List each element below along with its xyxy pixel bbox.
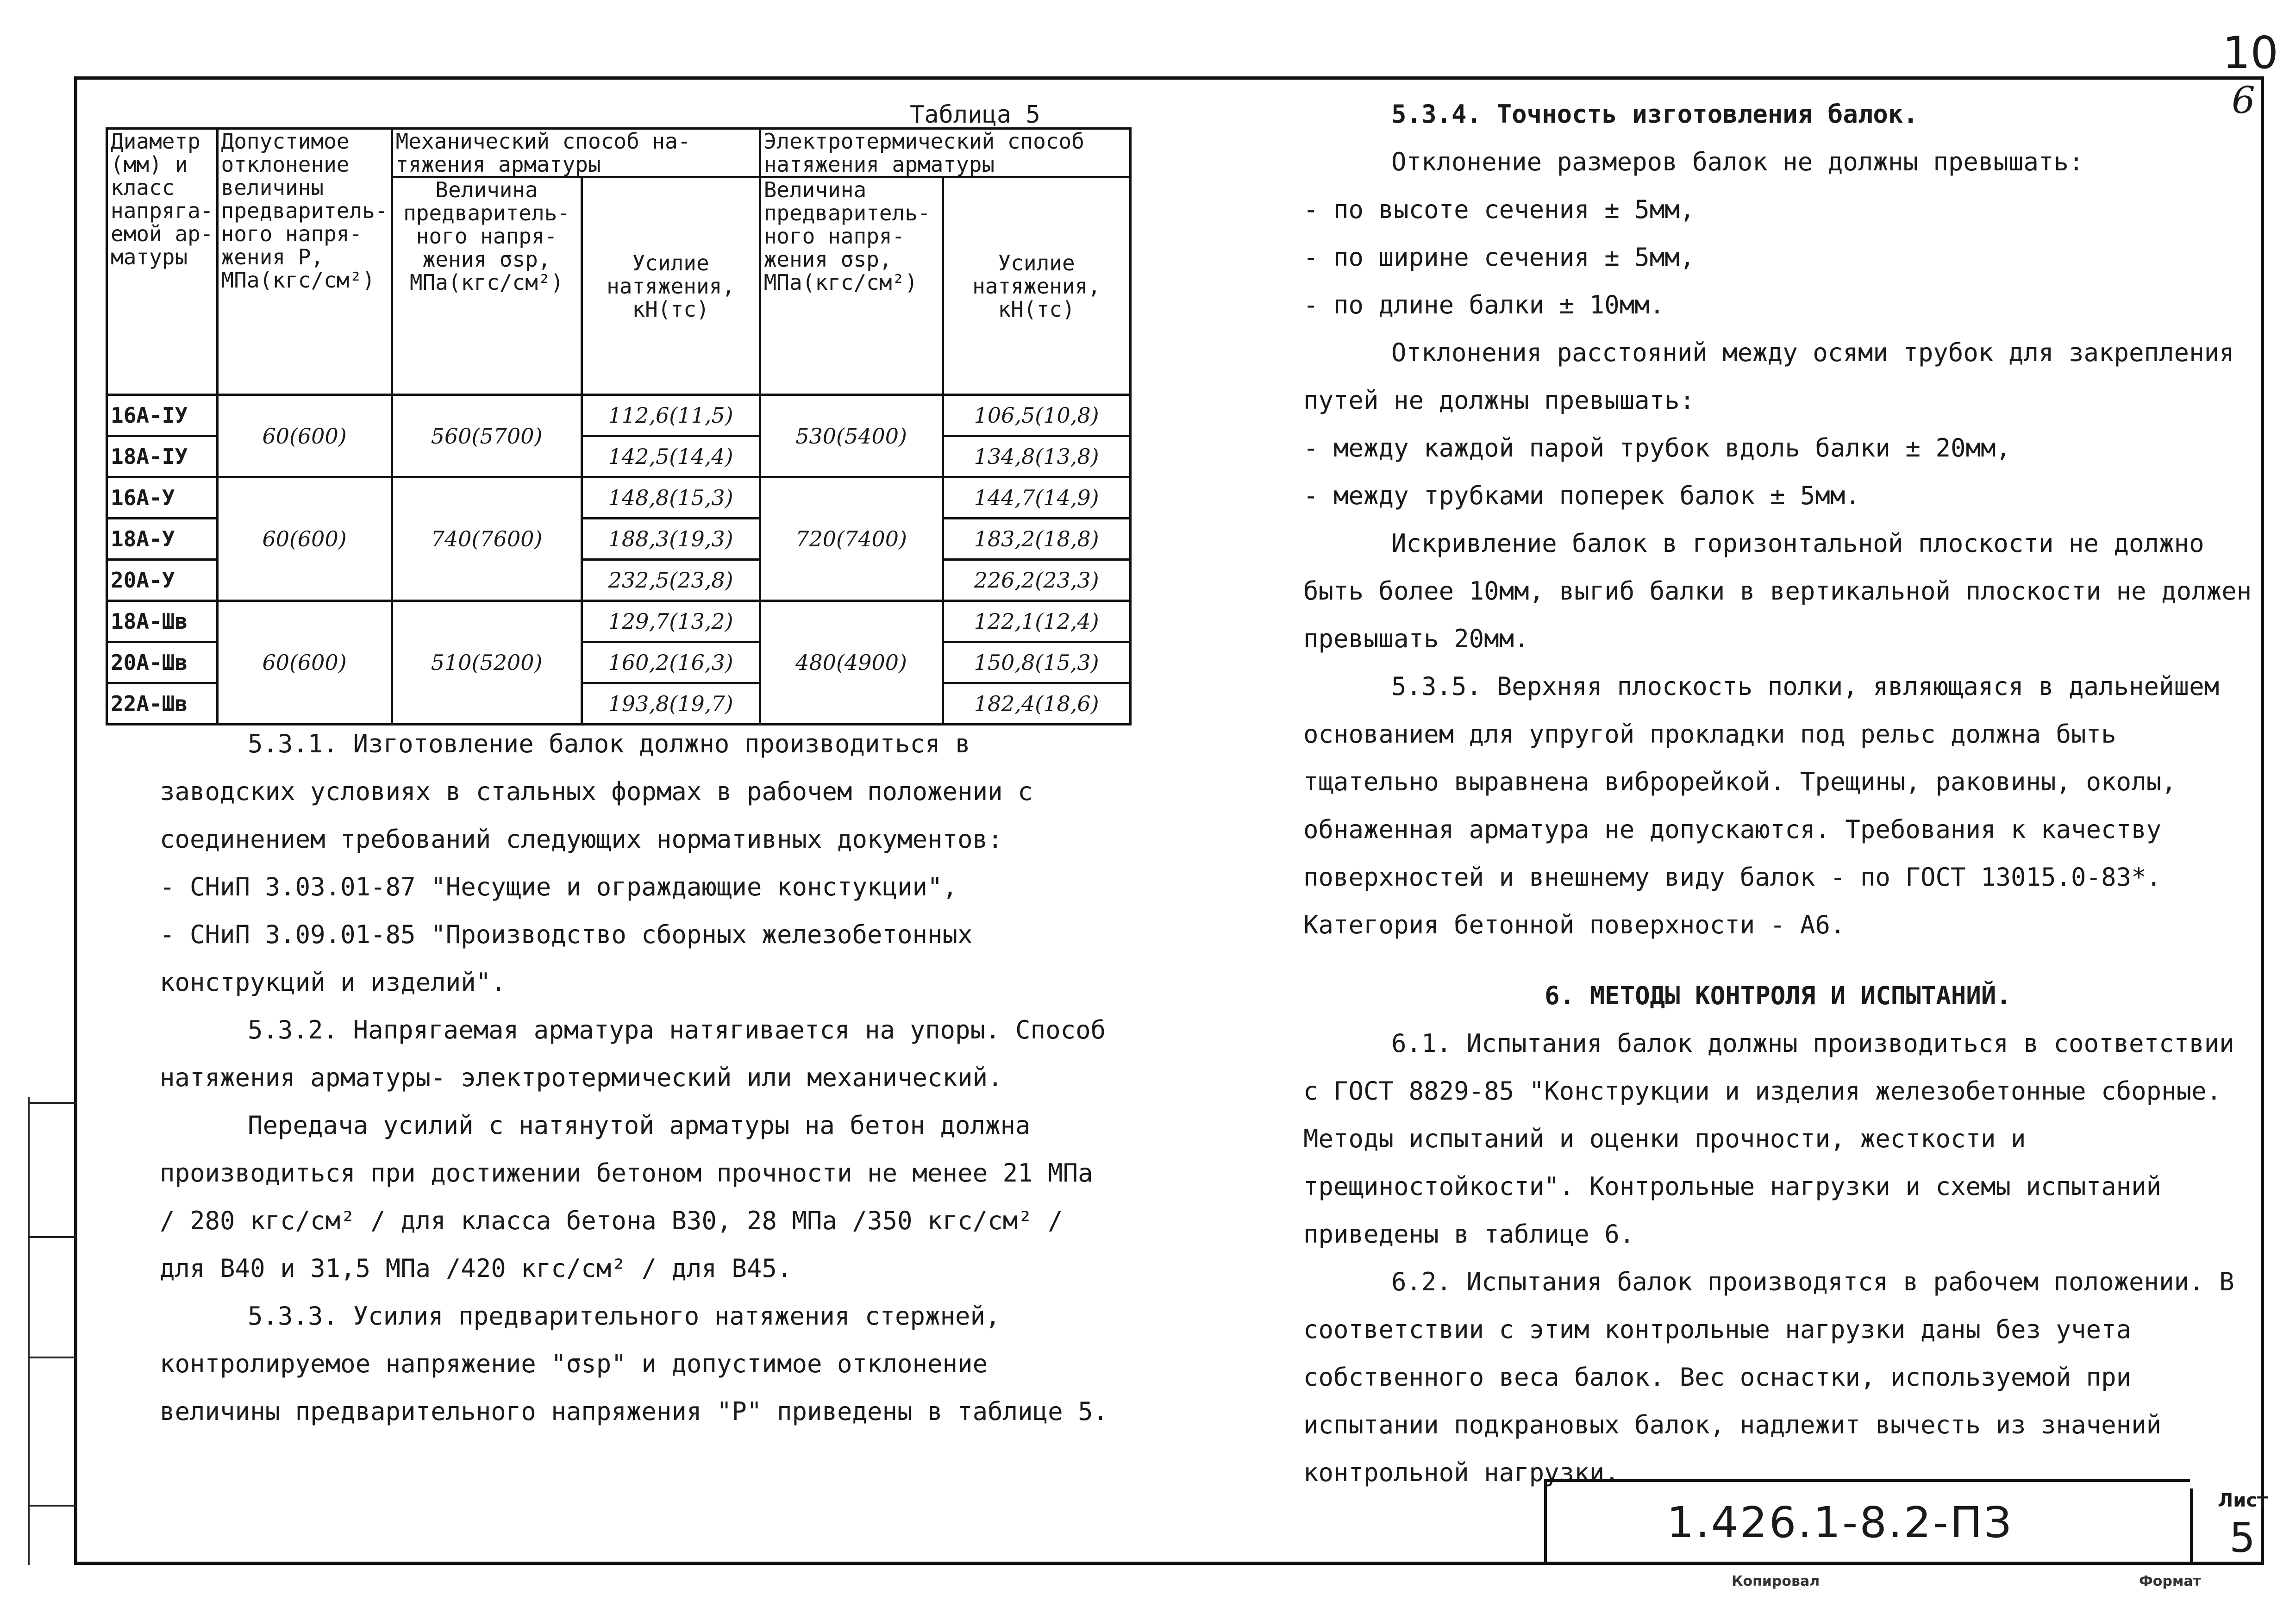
right-text-column <box>1303 90 2252 1496</box>
mech-stress-cell: 740(7600) <box>392 477 582 601</box>
header-el-stress: Величина предваритель- ного напря- жения σsp, МПа(кгс/см²) <box>760 177 943 395</box>
header-diameter: Диаметр (мм) и класс напряга- емой ар- матуры <box>107 129 218 395</box>
mech-force-cell: 188,3(19,3) <box>582 519 760 560</box>
tolerance-cell: 60(600) <box>217 601 392 725</box>
el-force-cell: 183,2(18,8) <box>943 519 1130 560</box>
left-text-column <box>160 720 1118 1435</box>
tubes-intro: Отклонения расстояний между осями трубок для закрепления путей не должны превышать: <box>1303 338 2234 415</box>
mech-stress-cell: 510(5200) <box>392 601 582 725</box>
mech-stress-cell: 560(5700) <box>392 395 582 477</box>
norm-item-2: - СНиП 3.09.01-85 "Производство сборных железобетонных конструкций и изделий". <box>160 920 973 997</box>
strip-line <box>30 1505 76 1507</box>
header-mech-force: Усилие натяжения, кН(тс) <box>582 177 760 395</box>
el-force-cell: 122,1(12,4) <box>943 601 1130 642</box>
grade-cell: 18А-IУ <box>107 436 218 477</box>
grade-cell: 20А-У <box>107 560 218 601</box>
table-header-row <box>107 129 1131 177</box>
para-transfer: Передача усилий с натянутой арматуры на бетон должна производиться при достижении бетоном прочности не менее 21 МПа / 280 кгс/см² / для класса бетона В30, 28 МПа /350 кгс/см² / для В40 и 31,5 МПа /420 кгс/см² / для В45. <box>160 1111 1093 1283</box>
tubes-across: - между трубками поперек балок ± 5мм. <box>1303 481 1860 510</box>
strip-line <box>30 1102 76 1104</box>
mech-force-cell: 160,2(16,3) <box>582 642 760 683</box>
tolerance-cell: 60(600) <box>217 395 392 477</box>
handwritten-sheet-number: 6 <box>2232 79 2255 122</box>
el-force-cell: 106,5(10,8) <box>943 395 1130 436</box>
mech-force-cell: 112,6(11,5) <box>582 395 760 436</box>
el-force-cell: 182,4(18,6) <box>943 683 1130 725</box>
grade-cell: 18А-Шв <box>107 601 218 642</box>
para-5-3-2: 5.3.2. Напрягаемая арматура натягивается на упоры. Способ натяжения арматуры- электротермический или механический. <box>160 1015 1106 1092</box>
footer-copied: Копировал <box>1732 1573 1820 1589</box>
para-5-3-3: 5.3.3. Усилия предварительного натяжения стержней, контролируемое напряжение "σsp" и допустимое отклонение величины предварительного напряжения "P" приведены в таблице 5. <box>160 1301 1108 1426</box>
mech-force-cell: 129,7(13,2) <box>582 601 760 642</box>
deviation-intro: Отклонение размеров балок не должны превышать: <box>1391 147 2084 176</box>
tubes-along: - между каждой парой трубок вдоль балки ± 20мм, <box>1303 433 2011 463</box>
el-force-cell: 150,8(15,3) <box>943 642 1130 683</box>
table-row <box>107 395 1131 436</box>
strip-line <box>30 1357 76 1358</box>
para-6-1: 6.1. Испытания балок должны производиться в соответствии с ГОСТ 8829-85 "Конструкции и изделия железобетонные сборные. Методы испытаний и оценки прочности, жесткости и трещиностойкости". Контрольные нагрузки и схемы испытаний приведены в таблице 6. <box>1303 1029 2234 1249</box>
header-electrothermal: Электротермический способ натяжения арматуры <box>760 129 1130 177</box>
grade-cell: 18А-У <box>107 519 218 560</box>
sheet-number: 5 <box>2229 1514 2255 1562</box>
deviation-height: - по высоте сечения ± 5мм, <box>1303 195 1695 224</box>
table-caption: Таблица 5 <box>910 101 1040 129</box>
grade-cell: 22А-Шв <box>107 683 218 725</box>
para-5-3-1: 5.3.1. Изготовление балок должно производиться в заводских условиях в стальных формах в рабочем положении с соединением требований следующих нормативных документов: <box>160 729 1033 854</box>
strip-line <box>30 1236 76 1238</box>
mech-force-cell: 193,8(19,7) <box>582 683 760 725</box>
sheet-label: Лист <box>2218 1490 2268 1511</box>
mech-force-cell: 142,5(14,4) <box>582 436 760 477</box>
el-stress-cell: 530(5400) <box>760 395 943 477</box>
table-row <box>107 601 1131 642</box>
para-5-3-5: 5.3.5. Верхняя плоскость полки, являющаяся в дальнейшем основанием для упругой прокладки под рельс должна быть тщательно выравнена виброрейкой. Трещины, раковины, околы, обнаженная арматура не допускаются. Требования к качеству поверхностей и внешнему виду балок - по ГОСТ 13015.0-83*. Категория бетонной поверхности - А6. <box>1303 672 2220 939</box>
header-el-force: Усилие натяжения, кН(тс) <box>943 177 1130 395</box>
corner-number: 10 <box>2222 28 2278 79</box>
grade-cell: 16А-IУ <box>107 395 218 436</box>
para-6-2: 6.2. Испытания балок производятся в рабочем положении. В соответствии с этим контрольные нагрузки даны без учета собственного веса балок. Вес оснастки, используемой при испытании подкрановых балок, надлежит вычесть из значений контрольной нагрузки. <box>1303 1267 2234 1487</box>
el-stress-cell: 720(7400) <box>760 477 943 601</box>
el-stress-cell: 480(4900) <box>760 601 943 725</box>
el-force-cell: 134,8(13,8) <box>943 436 1130 477</box>
norm-item-1: - СНиП 3.03.01-87 "Несущие и ограждающие констукции", <box>160 872 958 901</box>
curvature-para: Искривление балок в горизонтальной плоскости не должно быть более 10мм, выгиб балки в вертикальной плоскости не должен превышать 20мм. <box>1303 529 2252 653</box>
tolerance-cell: 60(600) <box>217 477 392 601</box>
el-force-cell: 144,7(14,9) <box>943 477 1130 519</box>
left-binding-strip <box>28 1097 74 1565</box>
header-mech-stress: Величина предваритель- ного напря- жения σsp, МПа(кгс/см²) <box>392 177 582 395</box>
deviation-length: - по длине балки ± 10мм. <box>1303 290 1665 319</box>
section-6-heading: 6. МЕТОДЫ КОНТРОЛЯ И ИСПЫТАНИЙ. <box>1545 981 2011 1010</box>
el-force-cell: 226,2(23,3) <box>943 560 1130 601</box>
grade-cell: 16А-У <box>107 477 218 519</box>
deviation-width: - по ширине сечения ± 5мм, <box>1303 243 1695 272</box>
mech-force-cell: 148,8(15,3) <box>582 477 760 519</box>
header-mechanical: Механический способ на- тяжения арматуры <box>392 129 760 177</box>
footer-format: Формат <box>2139 1573 2201 1589</box>
heading-5-3-4: 5.3.4. Точность изготовления балок. <box>1391 100 1918 129</box>
header-tolerance: Допустимое отклонение величины предваритель- ного напря- жения P, МПа(кгс/см²) <box>217 129 392 395</box>
mech-force-cell: 232,5(23,8) <box>582 560 760 601</box>
table-row <box>107 477 1131 519</box>
table-5 <box>106 127 1132 725</box>
document-code: 1.426.1-8.2-ПЗ <box>1667 1498 2014 1547</box>
grade-cell: 20А-Шв <box>107 642 218 683</box>
